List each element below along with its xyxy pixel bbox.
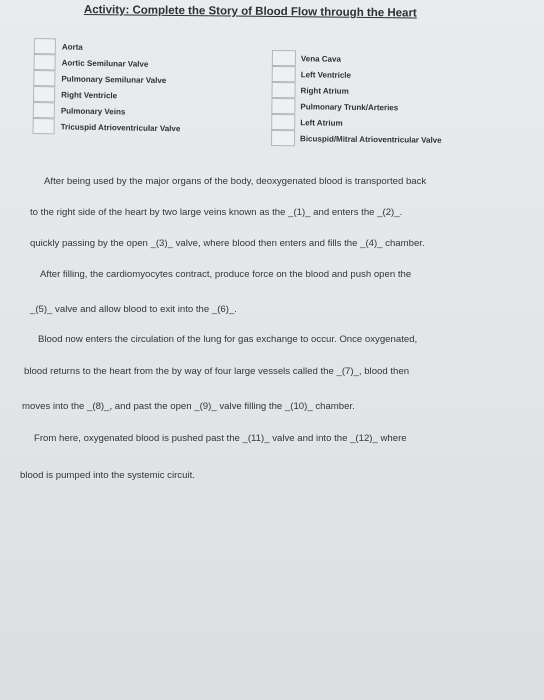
answer-box — [271, 114, 295, 130]
answer-box — [271, 82, 295, 98]
word-bank-term: Left Ventricle — [300, 69, 352, 80]
word-bank-term: Aortic Semilunar Valve — [61, 57, 149, 69]
answer-box — [33, 70, 55, 86]
word-bank-right — [271, 50, 443, 148]
word-bank-term: Bicuspid/Mitral Atrioventricular Valve — [300, 133, 442, 145]
word-bank-term: Right Atrium — [300, 85, 349, 96]
answer-box — [33, 102, 55, 118]
story-line: blood is pumped into the systemic circuit. — [20, 470, 195, 481]
word-bank-term: Tricuspid Atrioventricular Valve — [60, 121, 181, 133]
word-bank-item — [272, 66, 443, 84]
word-bank-term: Pulmonary Veins — [60, 105, 126, 116]
word-bank-term: Left Atrium — [300, 117, 343, 128]
word-bank-item — [271, 130, 442, 148]
word-bank-item — [271, 82, 442, 100]
story-line: From here, oxygenated blood is pushed past the _(11)_ valve and into the _(12)_ where — [34, 433, 407, 444]
story-line: After being used by the major organs of the body, deoxygenated blood is transported back — [44, 176, 427, 187]
worksheet-title: Activity: Complete the Story of Blood Flow through the Heart — [83, 4, 417, 20]
word-bank-left — [32, 38, 181, 136]
answer-box — [272, 50, 296, 66]
story-line: quickly passing by the open _(3)_ valve, where blood then enters and fills the _(4)_ chamber. — [30, 238, 425, 249]
answer-box — [32, 118, 54, 134]
answer-box — [34, 38, 56, 54]
story-line: moves into the _(8)_, and past the open _(9)_ valve filling the _(10)_ chamber. — [22, 401, 355, 412]
answer-box — [271, 98, 295, 114]
word-bank-term: Vena Cava — [300, 53, 341, 64]
word-bank-term: Aorta — [61, 41, 83, 52]
word-bank-term: Pulmonary Semilunar Valve — [61, 73, 167, 85]
story-line: blood returns to the heart from the by way of four large vessels called the _(7)_, blood then — [24, 366, 410, 377]
story-line: Blood now enters the circulation of the lung for gas exchange to occur. Once oxygenated, — [38, 334, 418, 345]
answer-box — [33, 54, 55, 70]
answer-box — [272, 66, 296, 82]
answer-box — [271, 130, 295, 146]
word-bank-term: Right Ventricle — [61, 89, 118, 100]
word-bank-item — [32, 118, 180, 136]
word-bank-term: Pulmonary Trunk/Arteries — [300, 101, 399, 112]
answer-box — [33, 86, 55, 102]
word-bank-item — [271, 114, 442, 132]
word-bank-item — [272, 50, 443, 68]
story-line: _(5)_ valve and allow blood to exit into the _(6)_. — [30, 304, 237, 315]
word-bank-item — [271, 98, 442, 116]
story-line: to the right side of the heart by two large veins known as the _(1)_ and enters the _(2)_. — [30, 207, 403, 218]
story-line: After filling, the cardiomyocytes contract, produce force on the blood and push open the — [40, 269, 412, 280]
